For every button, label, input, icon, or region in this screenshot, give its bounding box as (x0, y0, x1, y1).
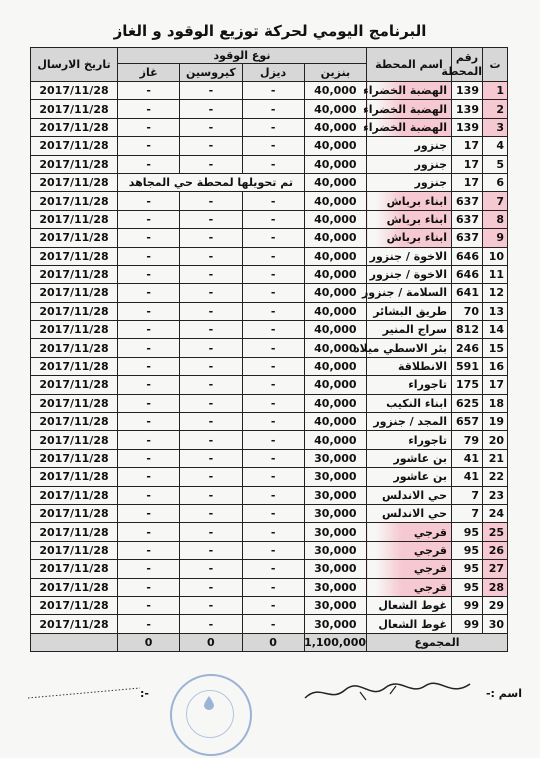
station-name: السلامة / جنزور (367, 284, 452, 302)
send-date: 2017/11/28 (31, 449, 118, 467)
kerosene-qty: - (180, 394, 242, 412)
gas-qty: - (118, 192, 180, 210)
station-code: 41 (452, 468, 483, 486)
send-date: 2017/11/28 (31, 155, 118, 173)
table-row (31, 137, 508, 155)
benzin-qty: 40,000 (304, 210, 366, 228)
send-date: 2017/11/28 (31, 578, 118, 596)
send-date: 2017/11/28 (31, 321, 118, 339)
kerosene-qty: - (180, 357, 242, 375)
row-number: 28 (483, 578, 508, 596)
gas-qty: - (118, 596, 180, 614)
benzin-qty: 40,000 (304, 82, 366, 100)
station-name: بئر الاسطي ميلاد (367, 339, 452, 357)
benzin-qty: 40,000 (304, 192, 366, 210)
diesel-qty: - (242, 137, 304, 155)
benzin-qty: 40,000 (304, 247, 366, 265)
row-number: 27 (483, 560, 508, 578)
gas-qty: - (118, 560, 180, 578)
station-name: الانطلاقة (367, 357, 452, 375)
station-name: بن عاشور (367, 468, 452, 486)
diesel-qty: - (242, 357, 304, 375)
benzin-qty: 30,000 (304, 449, 366, 467)
row-number: 24 (483, 504, 508, 522)
table-row (31, 284, 508, 302)
benzin-qty: 30,000 (304, 504, 366, 522)
send-date: 2017/11/28 (31, 523, 118, 541)
station-code: 95 (452, 523, 483, 541)
kerosene-qty: - (180, 578, 242, 596)
station-code: 95 (452, 578, 483, 596)
station-name: قرجي (367, 523, 452, 541)
benzin-qty: 40,000 (304, 229, 366, 247)
gas-qty: - (118, 615, 180, 633)
signature-dotted-line (26, 684, 142, 702)
row-number: 22 (483, 468, 508, 486)
row-number: 6 (483, 173, 508, 191)
kerosene-qty: - (180, 155, 242, 173)
gas-qty: - (118, 486, 180, 504)
station-code: 812 (452, 321, 483, 339)
kerosene-qty: - (180, 265, 242, 283)
diesel-qty: - (242, 210, 304, 228)
kerosene-qty: - (180, 413, 242, 431)
station-code: 95 (452, 560, 483, 578)
gas-qty: - (118, 302, 180, 320)
header-station-name: اسم المحطة (367, 48, 452, 82)
benzin-qty: 40,000 (304, 321, 366, 339)
benzin-qty: 40,000 (304, 394, 366, 412)
benzin-qty: 40,000 (304, 173, 366, 191)
diesel-qty: - (242, 449, 304, 467)
row-number: 1 (483, 82, 508, 100)
header-send-date: تاريخ الارسال (31, 48, 118, 82)
station-code: 99 (452, 596, 483, 614)
station-code: 625 (452, 394, 483, 412)
totals-label: المجموع (367, 633, 508, 651)
kerosene-qty: - (180, 523, 242, 541)
send-date: 2017/11/28 (31, 394, 118, 412)
header-no: ت (483, 48, 508, 82)
table-row (31, 541, 508, 559)
send-date: 2017/11/28 (31, 173, 118, 191)
table-row (31, 413, 508, 431)
station-name: غوط الشعال (367, 615, 452, 633)
benzin-qty: 30,000 (304, 596, 366, 614)
benzin-qty: 30,000 (304, 541, 366, 559)
table-row (31, 357, 508, 375)
gas-qty: - (118, 468, 180, 486)
row-number: 16 (483, 357, 508, 375)
signature-scribble (300, 678, 480, 708)
table-row (31, 192, 508, 210)
gas-qty: - (118, 82, 180, 100)
station-code: 99 (452, 615, 483, 633)
diesel-qty: - (242, 284, 304, 302)
row-number: 26 (483, 541, 508, 559)
station-code: 657 (452, 413, 483, 431)
header-station-code: رقم المحطة (452, 48, 483, 82)
benzin-qty: 40,000 (304, 100, 366, 118)
kerosene-qty: - (180, 210, 242, 228)
kerosene-qty: - (180, 100, 242, 118)
diesel-qty: - (242, 541, 304, 559)
row-number: 4 (483, 137, 508, 155)
kerosene-qty: - (180, 449, 242, 467)
station-name: الهضبة الخضراء (367, 118, 452, 136)
gas-qty: - (118, 523, 180, 541)
station-name: غوط الشعال (367, 596, 452, 614)
sign-label: :- (140, 687, 149, 700)
table-row (31, 578, 508, 596)
send-date: 2017/11/28 (31, 615, 118, 633)
table-row (31, 229, 508, 247)
table-row (31, 339, 508, 357)
gas-qty: - (118, 155, 180, 173)
table-row (31, 615, 508, 633)
benzin-qty: 40,000 (304, 413, 366, 431)
station-name: ابناء برباش (367, 229, 452, 247)
diesel-qty: - (242, 468, 304, 486)
benzin-qty: 40,000 (304, 302, 366, 320)
table-row (31, 449, 508, 467)
send-date: 2017/11/28 (31, 376, 118, 394)
diesel-qty: - (242, 486, 304, 504)
station-name: جنزور (367, 155, 452, 173)
row-number: 8 (483, 210, 508, 228)
station-code: 139 (452, 82, 483, 100)
header-benzin: بنزين (304, 64, 366, 82)
station-name: بن عاشور (367, 449, 452, 467)
gas-qty: - (118, 137, 180, 155)
kerosene-qty: - (180, 118, 242, 136)
total-gas: 0 (118, 633, 180, 651)
diesel-qty: - (242, 431, 304, 449)
send-date: 2017/11/28 (31, 541, 118, 559)
kerosene-qty: - (180, 596, 242, 614)
gas-qty: - (118, 394, 180, 412)
kerosene-qty: - (180, 486, 242, 504)
benzin-qty: 40,000 (304, 265, 366, 283)
diesel-qty: - (242, 615, 304, 633)
send-date: 2017/11/28 (31, 596, 118, 614)
row-number: 30 (483, 615, 508, 633)
station-code: 139 (452, 118, 483, 136)
station-name: تاجوراء (367, 376, 452, 394)
gas-qty: - (118, 578, 180, 596)
row-number: 23 (483, 486, 508, 504)
header-diesel: ديزل (242, 64, 304, 82)
row-number: 29 (483, 596, 508, 614)
row-number: 11 (483, 265, 508, 283)
send-date: 2017/11/28 (31, 100, 118, 118)
station-code: 637 (452, 229, 483, 247)
row-number: 15 (483, 339, 508, 357)
station-code: 95 (452, 541, 483, 559)
send-date: 2017/11/28 (31, 82, 118, 100)
total-diesel: 0 (242, 633, 304, 651)
station-name: سراج المنير (367, 321, 452, 339)
kerosene-qty: - (180, 339, 242, 357)
gas-qty: - (118, 449, 180, 467)
table-row (31, 560, 508, 578)
gas-qty: - (118, 247, 180, 265)
send-date: 2017/11/28 (31, 339, 118, 357)
send-date: 2017/11/28 (31, 118, 118, 136)
gas-qty: - (118, 413, 180, 431)
send-date: 2017/11/28 (31, 284, 118, 302)
benzin-qty: 30,000 (304, 578, 366, 596)
send-date: 2017/11/28 (31, 504, 118, 522)
station-name: قرجي (367, 560, 452, 578)
total-benzin: 1,100,000 (304, 633, 366, 651)
station-code: 175 (452, 376, 483, 394)
send-date: 2017/11/28 (31, 486, 118, 504)
table-row (31, 394, 508, 412)
diesel-qty: - (242, 100, 304, 118)
benzin-qty: 40,000 (304, 284, 366, 302)
table-row (31, 155, 508, 173)
table-row (31, 431, 508, 449)
station-name: جنزور (367, 137, 452, 155)
benzin-qty: 40,000 (304, 155, 366, 173)
diesel-qty: - (242, 321, 304, 339)
benzin-qty: 30,000 (304, 468, 366, 486)
kerosene-qty: - (180, 302, 242, 320)
kerosene-qty: - (180, 560, 242, 578)
station-name: ابناء برباش (367, 210, 452, 228)
diesel-qty: - (242, 596, 304, 614)
diesel-qty: - (242, 578, 304, 596)
row-number: 10 (483, 247, 508, 265)
station-name: الاخوة / جنزور (367, 247, 452, 265)
row-number: 14 (483, 321, 508, 339)
table-row (31, 118, 508, 136)
row-number: 21 (483, 449, 508, 467)
row-number: 12 (483, 284, 508, 302)
kerosene-qty: - (180, 615, 242, 633)
kerosene-qty: - (180, 376, 242, 394)
kerosene-qty: - (180, 541, 242, 559)
header-kerosene: كيروسين (180, 64, 242, 82)
send-date: 2017/11/28 (31, 210, 118, 228)
station-name: طريق البشائر (367, 302, 452, 320)
station-code: 646 (452, 247, 483, 265)
row-number: 17 (483, 376, 508, 394)
send-date: 2017/11/28 (31, 357, 118, 375)
gas-qty: - (118, 100, 180, 118)
diesel-qty: - (242, 265, 304, 283)
kerosene-qty: - (180, 321, 242, 339)
gas-qty: - (118, 229, 180, 247)
send-date: 2017/11/28 (31, 560, 118, 578)
send-date: 2017/11/28 (31, 192, 118, 210)
station-code: 41 (452, 449, 483, 467)
station-code: 646 (452, 265, 483, 283)
station-name: حي الاندلس (367, 486, 452, 504)
gas-qty: - (118, 339, 180, 357)
gas-qty: - (118, 376, 180, 394)
diesel-qty: - (242, 504, 304, 522)
station-name: المجد / جنزور (367, 413, 452, 431)
station-code: 591 (452, 357, 483, 375)
kerosene-qty: - (180, 247, 242, 265)
diesel-qty: - (242, 394, 304, 412)
table-body (31, 82, 508, 634)
send-date: 2017/11/28 (31, 265, 118, 283)
table-row (31, 596, 508, 614)
diesel-qty: - (242, 523, 304, 541)
station-code: 17 (452, 155, 483, 173)
diesel-qty: - (242, 560, 304, 578)
kerosene-qty: - (180, 431, 242, 449)
distribution-table (30, 47, 508, 652)
diesel-qty: - (242, 192, 304, 210)
send-date: 2017/11/28 (31, 229, 118, 247)
send-date: 2017/11/28 (31, 302, 118, 320)
station-name: حي الاندلس (367, 504, 452, 522)
benzin-qty: 30,000 (304, 560, 366, 578)
station-name: الهضبة الخضراء (367, 100, 452, 118)
send-date: 2017/11/28 (31, 247, 118, 265)
table-row (31, 504, 508, 522)
gas-qty: - (118, 541, 180, 559)
kerosene-qty: - (180, 192, 242, 210)
station-code: 637 (452, 192, 483, 210)
benzin-qty: 40,000 (304, 376, 366, 394)
kerosene-qty: - (180, 82, 242, 100)
table-row (31, 82, 508, 100)
gas-qty: - (118, 265, 180, 283)
benzin-qty: 30,000 (304, 615, 366, 633)
diesel-qty: - (242, 413, 304, 431)
station-code: 641 (452, 284, 483, 302)
diesel-qty: - (242, 302, 304, 320)
header-gas: غاز (118, 64, 180, 82)
total-kerosene: 0 (180, 633, 242, 651)
gas-qty: - (118, 284, 180, 302)
diesel-qty: - (242, 118, 304, 136)
row-number: 7 (483, 192, 508, 210)
document-title: البرنامج اليومي لحركة توزيع الوقود و الغاز (113, 22, 427, 40)
benzin-qty: 40,000 (304, 339, 366, 357)
row-number: 3 (483, 118, 508, 136)
station-name: الهضبة الخضراء (367, 82, 452, 100)
kerosene-qty: - (180, 468, 242, 486)
row-number: 2 (483, 100, 508, 118)
station-code: 70 (452, 302, 483, 320)
table-row (31, 523, 508, 541)
name-label: اسم :- (485, 687, 522, 700)
gas-qty: - (118, 431, 180, 449)
station-code: 7 (452, 504, 483, 522)
station-code: 17 (452, 173, 483, 191)
station-name: قرجي (367, 578, 452, 596)
send-date: 2017/11/28 (31, 413, 118, 431)
diesel-qty: - (242, 155, 304, 173)
header-fuel-type: نوع الوقود (118, 48, 367, 64)
station-code: 637 (452, 210, 483, 228)
gas-qty: - (118, 357, 180, 375)
gas-qty: - (118, 504, 180, 522)
diesel-qty: - (242, 82, 304, 100)
benzin-qty: 40,000 (304, 118, 366, 136)
benzin-qty: 40,000 (304, 357, 366, 375)
benzin-qty: 30,000 (304, 523, 366, 541)
official-stamp (170, 674, 252, 756)
table-row (31, 468, 508, 486)
row-number: 19 (483, 413, 508, 431)
total-date-empty (31, 633, 118, 651)
station-name: ابناء النكيب (367, 394, 452, 412)
table-row (31, 302, 508, 320)
station-code: 17 (452, 137, 483, 155)
diesel-qty: - (242, 229, 304, 247)
diesel-qty: - (242, 376, 304, 394)
kerosene-qty: - (180, 504, 242, 522)
station-name: ابناء برباش (367, 192, 452, 210)
totals-row (31, 633, 508, 651)
station-name: جنزور (367, 173, 452, 191)
diesel-qty: - (242, 339, 304, 357)
row-number: 20 (483, 431, 508, 449)
benzin-qty: 40,000 (304, 431, 366, 449)
table-row (31, 100, 508, 118)
station-name: تاجوراء (367, 431, 452, 449)
gas-qty: - (118, 118, 180, 136)
row-number: 13 (483, 302, 508, 320)
station-code: 139 (452, 100, 483, 118)
diesel-qty: - (242, 247, 304, 265)
table-row (31, 265, 508, 283)
table-row (31, 376, 508, 394)
table-row (31, 486, 508, 504)
station-code: 79 (452, 431, 483, 449)
transfer-note: تم تحويلها لمحطة حي المجاهد (118, 173, 305, 191)
table-row (31, 210, 508, 228)
gas-qty: - (118, 321, 180, 339)
table-row (31, 247, 508, 265)
station-code: 7 (452, 486, 483, 504)
row-number: 5 (483, 155, 508, 173)
send-date: 2017/11/28 (31, 431, 118, 449)
station-name: الاخوة / جنزور (367, 265, 452, 283)
benzin-qty: 40,000 (304, 137, 366, 155)
send-date: 2017/11/28 (31, 468, 118, 486)
table-row (31, 321, 508, 339)
fuel-drop-icon (204, 696, 214, 710)
gas-qty: - (118, 210, 180, 228)
row-number: 25 (483, 523, 508, 541)
row-number: 9 (483, 229, 508, 247)
kerosene-qty: - (180, 229, 242, 247)
send-date: 2017/11/28 (31, 137, 118, 155)
station-name: قرجي (367, 541, 452, 559)
station-code: 246 (452, 339, 483, 357)
table-row (31, 173, 508, 191)
row-number: 18 (483, 394, 508, 412)
benzin-qty: 30,000 (304, 486, 366, 504)
kerosene-qty: - (180, 137, 242, 155)
kerosene-qty: - (180, 284, 242, 302)
